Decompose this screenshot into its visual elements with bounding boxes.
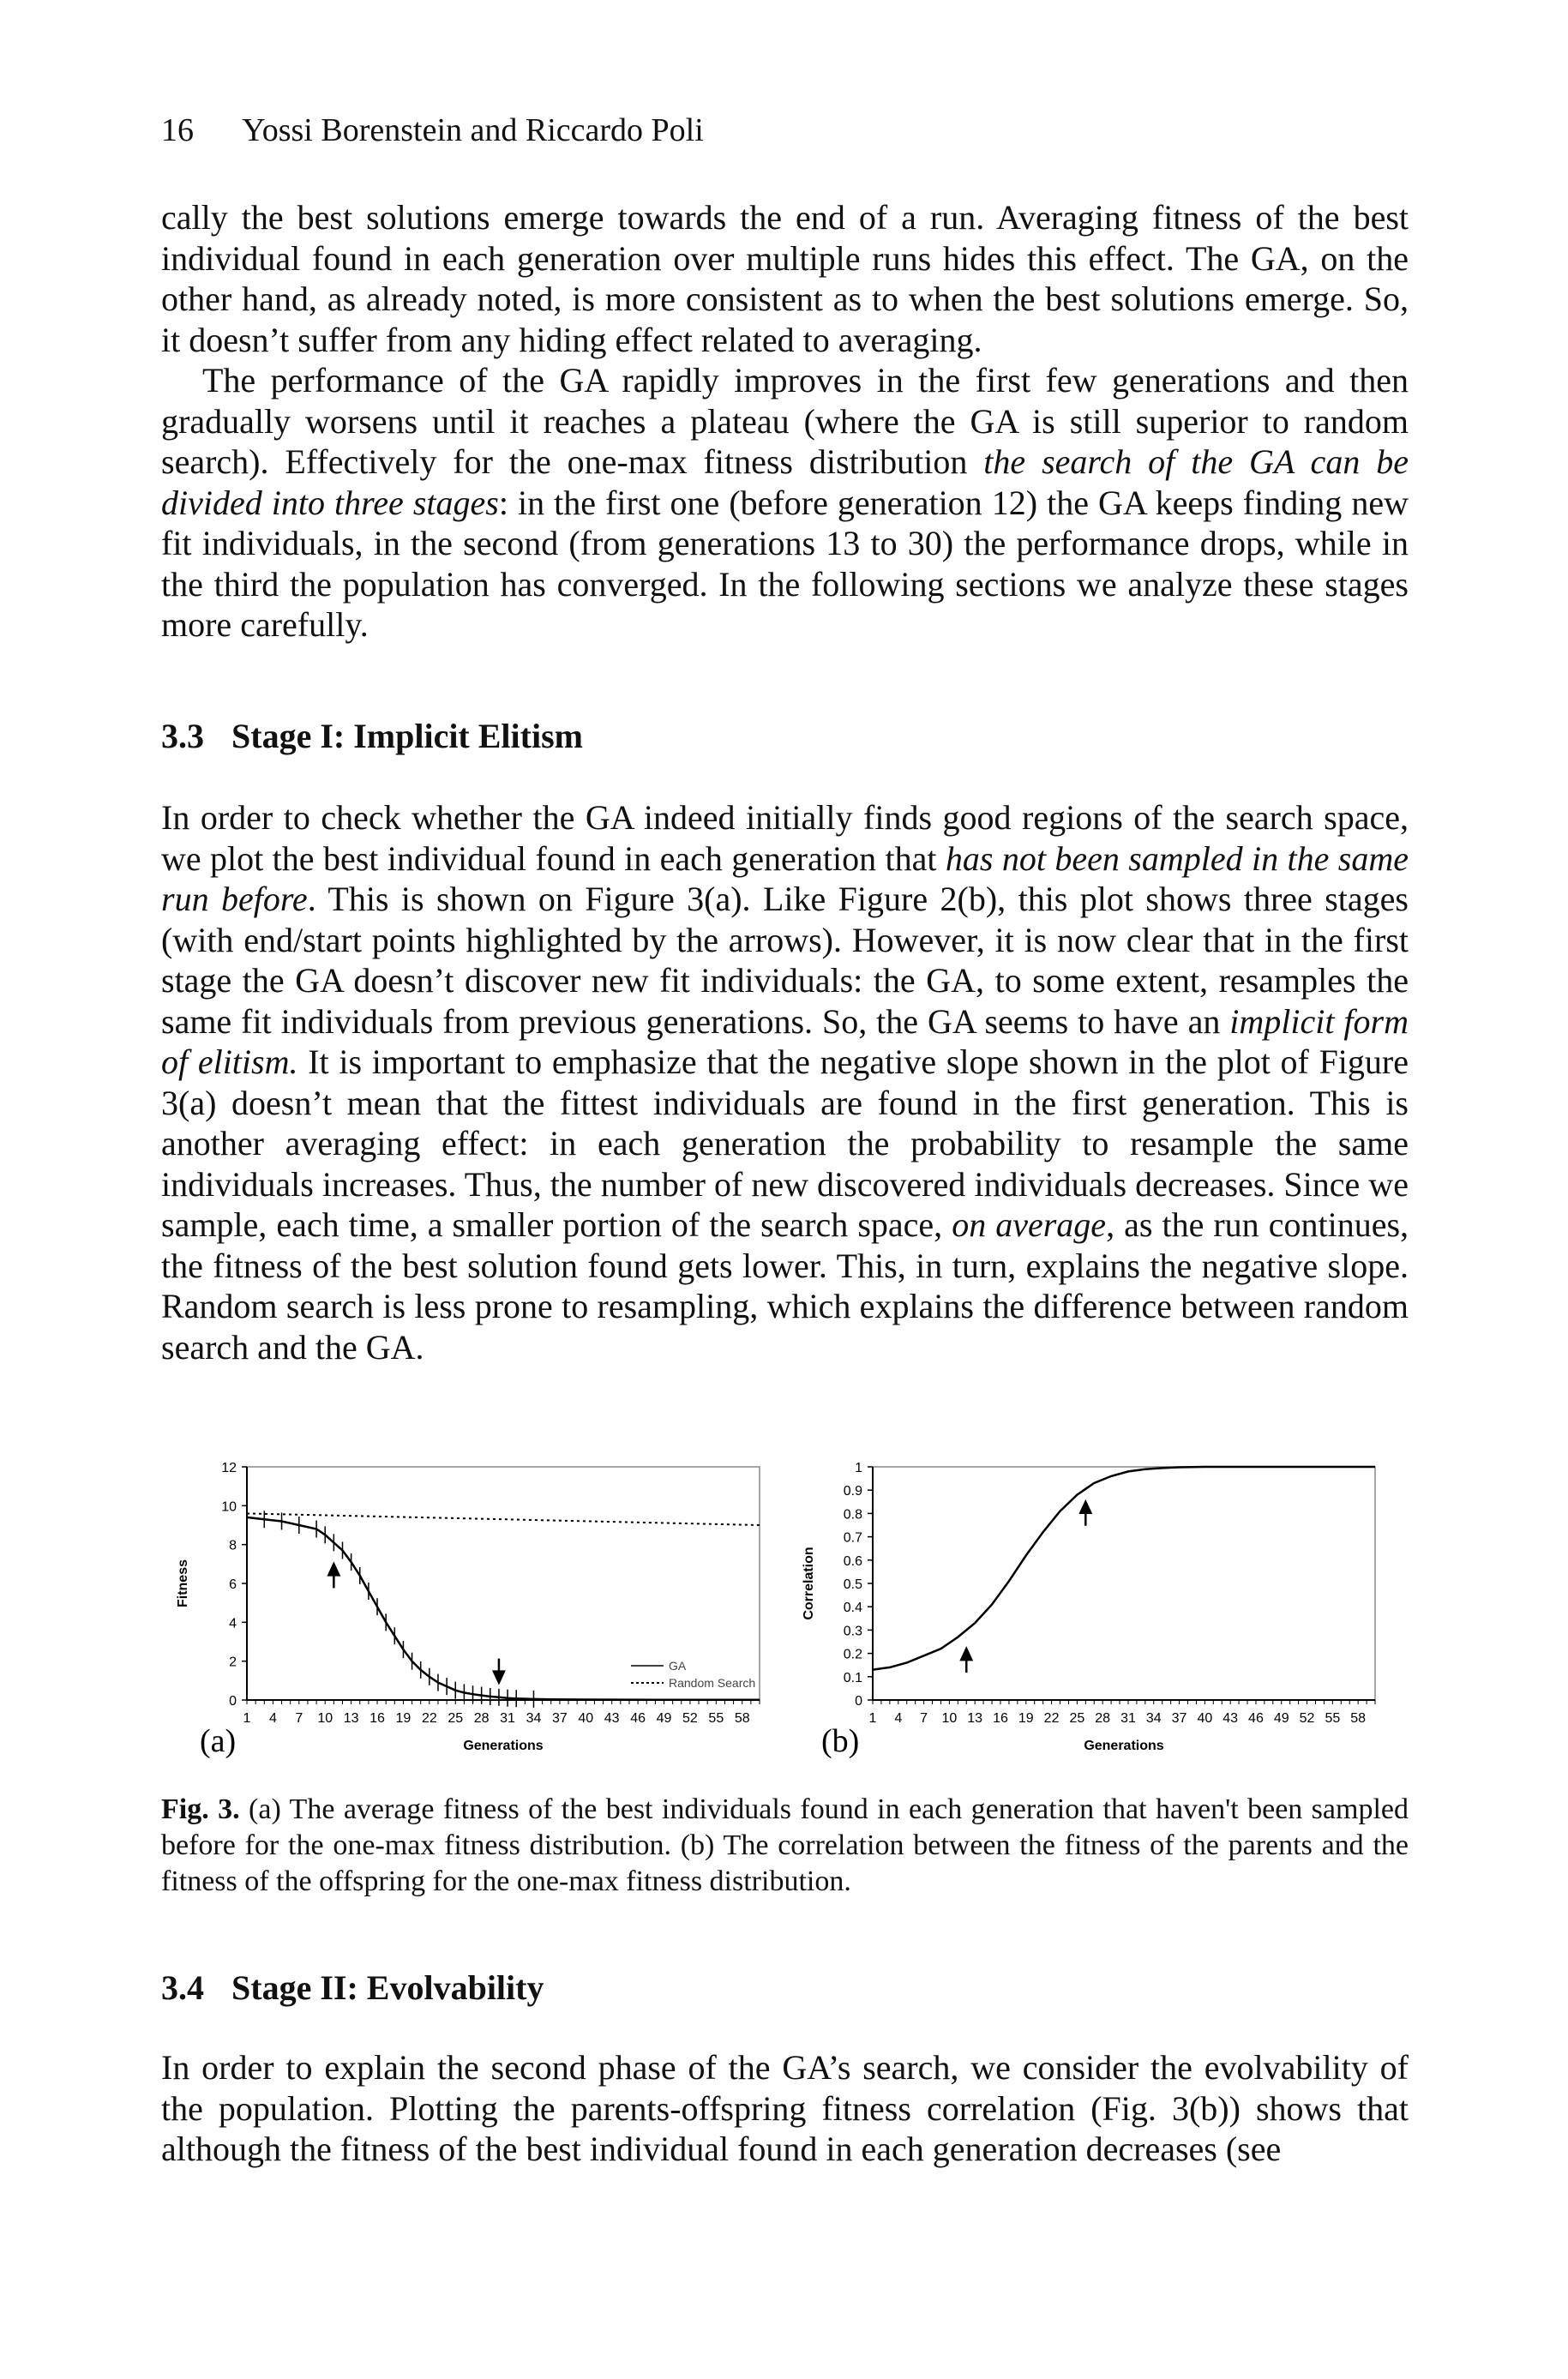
y-tick-label: 0.4 [843, 1601, 862, 1616]
x-tick-label: 19 [1018, 1711, 1034, 1726]
stage-arrow [494, 1659, 504, 1683]
paragraph-performance-emph: the search of the GA can be divided into three stages [161, 442, 1409, 522]
x-tick-label: 43 [604, 1711, 620, 1726]
section-heading-3-4 [161, 1967, 544, 2008]
y-tick-label: 1 [855, 1461, 862, 1475]
section-title: Stage I: Implicit Elitism [231, 717, 583, 755]
figure-3 [161, 1445, 1413, 1770]
x-tick-label: 46 [1248, 1711, 1264, 1726]
section-heading-3-3 [161, 716, 583, 756]
x-tick-label: 10 [317, 1711, 333, 1726]
x-tick-label: 31 [500, 1711, 515, 1726]
caption-label: Fig. 3. [161, 1793, 240, 1825]
x-tick-label: 40 [1197, 1711, 1213, 1726]
series-line-random-search [247, 1513, 760, 1525]
paragraph-evolvability [161, 2047, 1409, 2170]
running-header [161, 111, 704, 149]
x-tick-label: 52 [1299, 1711, 1315, 1726]
y-tick-label: 10 [221, 1499, 237, 1515]
x-tick-label: 28 [473, 1711, 490, 1726]
plot-frame [873, 1467, 1375, 1700]
x-tick-label: 55 [1325, 1711, 1341, 1726]
x-tick-label: 13 [343, 1711, 359, 1726]
x-tick-label: 34 [1145, 1711, 1162, 1726]
x-tick-label: 52 [682, 1711, 698, 1726]
stage-arrow [961, 1649, 971, 1673]
paragraph-elitism-e: It is important to emphasize that the negative slope shown in the plot of Figure 3(a) doesn’t mean that the fittest individuals are found in the first generation. This is another averaging effect: in each generation the probability to resample the same individuals increases. Thus, the number of new discovered individuals decreases. Since we sample, each time, a smaller portion of the search space, [161, 1042, 1409, 1244]
paragraph-elitism-emph-1: has not been sampled in the same run before [161, 838, 1409, 918]
paragraph-elitism-g: , as the run continues, the fitness of the best solution found gets lower. This, in turn, explains the negative slope. Random search is less prone to resampling, which explains the difference between random search and the GA. [161, 1205, 1409, 1367]
stage-arrow [328, 1564, 339, 1588]
paragraph-performance [161, 360, 1409, 646]
section-number: 3.3 [161, 717, 204, 755]
x-tick-label: 4 [268, 1711, 277, 1726]
y-tick-label: 0.1 [843, 1670, 862, 1685]
x-tick-label: 58 [734, 1711, 750, 1726]
stage-arrow [1080, 1502, 1090, 1526]
paragraph-elitism-a: In order to check whether the GA indeed initially finds good regions of the search space, we plot the best individual found in each generation that [161, 798, 1409, 878]
y-tick-label: 2 [229, 1655, 237, 1670]
y-tick-label: 0 [229, 1694, 237, 1709]
figure-caption [161, 1792, 1409, 1900]
paragraph-elitism [161, 797, 1409, 1367]
legend-label: Random Search [669, 1676, 756, 1690]
paragraph-intro [161, 197, 1409, 360]
paragraph-elitism-emph-3: on average [952, 1205, 1107, 1244]
y-axis-label: Fitness [176, 1559, 190, 1608]
x-tick-label: 4 [894, 1711, 903, 1726]
panel-label: (a) [200, 1723, 237, 1759]
paragraph-performance-c: : in the first one (before generation 12) the GA keeps finding new fit individuals, in the second (from generations 13 to 30) the performance drops, while in the third the population has converged. In the following sections we analyze these stages more carefully. [161, 483, 1409, 644]
y-tick-label: 6 [229, 1577, 237, 1592]
x-tick-label: 28 [1095, 1711, 1111, 1726]
figure-3-svg [161, 1445, 1413, 1770]
x-tick-label: 19 [395, 1711, 412, 1726]
chart-a [176, 1461, 760, 1759]
y-tick-label: 0 [855, 1694, 862, 1709]
y-tick-label: 12 [221, 1461, 237, 1475]
y-tick-label: 0.6 [843, 1553, 862, 1569]
paragraph-evolvability-text: In order to explain the second phase of the GA’s search, we consider the evolvability of the population. Plotting the parents-offspring fitness correlation (Fig. 3(b)) shows that although the fitness of the best individual found in each generation decreases (see [161, 2048, 1409, 2168]
x-tick-label: 55 [708, 1711, 724, 1726]
x-tick-label: 1 [243, 1711, 251, 1726]
y-tick-label: 0.5 [843, 1577, 862, 1592]
x-tick-label: 16 [993, 1711, 1008, 1726]
x-tick-label: 13 [967, 1711, 983, 1726]
x-tick-label: 25 [448, 1711, 464, 1726]
section-title: Stage II: Evolvability [231, 1968, 544, 2007]
y-tick-label: 8 [229, 1538, 237, 1553]
x-tick-label: 16 [369, 1711, 385, 1726]
y-axis-label: Correlation [802, 1547, 816, 1620]
x-tick-label: 40 [578, 1711, 594, 1726]
y-tick-label: 4 [229, 1616, 237, 1631]
y-tick-label: 0.9 [843, 1484, 862, 1499]
x-tick-label: 37 [551, 1711, 568, 1726]
panel-label: (b) [821, 1723, 860, 1759]
legend-label: GA [669, 1659, 687, 1673]
x-tick-label: 1 [868, 1711, 877, 1726]
x-axis-label: Generations [1084, 1739, 1164, 1753]
x-tick-label: 7 [920, 1711, 928, 1726]
x-tick-label: 49 [1273, 1711, 1289, 1726]
y-tick-label: 0.3 [843, 1624, 862, 1639]
y-tick-label: 0.2 [843, 1647, 862, 1662]
page-number: 16 [161, 112, 194, 148]
x-tick-label: 25 [1069, 1711, 1085, 1726]
y-tick-label: 0.7 [843, 1530, 862, 1546]
paragraph-elitism-c: . This is shown on Figure 3(a). Like Figure 2(b), this plot shows three stages (with end/start points highlighted by the arrows). However, it is now clear that in the first stage the GA doesn’t discover new fit individuals: the GA, to some extent, resamples the same fit individuals from previous generations. So, the GA seems to have an [161, 880, 1409, 1041]
y-tick-label: 0.8 [843, 1507, 862, 1523]
x-tick-label: 34 [526, 1711, 542, 1726]
x-tick-label: 22 [421, 1711, 437, 1726]
caption-text: (a) The average fitness of the best individuals found in each generation that haven't been sampled before for the one-max fitness distribution. (b) The correlation between the fitness of the parents and the fitness of the offspring for the one-max fitness distribution. [161, 1793, 1409, 1897]
x-tick-label: 43 [1223, 1711, 1239, 1726]
x-tick-label: 58 [1350, 1711, 1367, 1726]
section-number: 3.4 [161, 1968, 204, 2007]
x-tick-label: 31 [1120, 1711, 1136, 1726]
x-tick-label: 37 [1171, 1711, 1187, 1726]
x-tick-label: 7 [295, 1711, 303, 1726]
paragraph-elitism-emph-2: implicit form of elitism. [161, 1001, 1409, 1081]
running-authors: Yossi Borenstein and Riccardo Poli [242, 112, 704, 148]
x-tick-label: 49 [656, 1711, 672, 1726]
paragraph-performance-a: The performance of the GA rapidly improves in the first few generations and then gradually worsens until it reaches a plateau (where the GA is still superior to random search). Effectively for the one-max fitness distribution [161, 361, 1409, 481]
x-tick-label: 10 [941, 1711, 958, 1726]
x-tick-label: 46 [630, 1711, 646, 1726]
series-line-correlation [873, 1467, 1375, 1670]
chart-b [802, 1461, 1375, 1759]
x-tick-label: 22 [1043, 1711, 1060, 1726]
paragraph-intro-text: cally the best solutions emerge towards the end of a run. Averaging fitness of the best individual found in each generation over multiple runs hides this effect. The GA, on the other hand, as already noted, is more consistent as to when the best solutions emerge. So, it doesn’t suffer from any hiding effect related to averaging. [161, 198, 1409, 359]
x-axis-label: Generations [463, 1739, 544, 1753]
